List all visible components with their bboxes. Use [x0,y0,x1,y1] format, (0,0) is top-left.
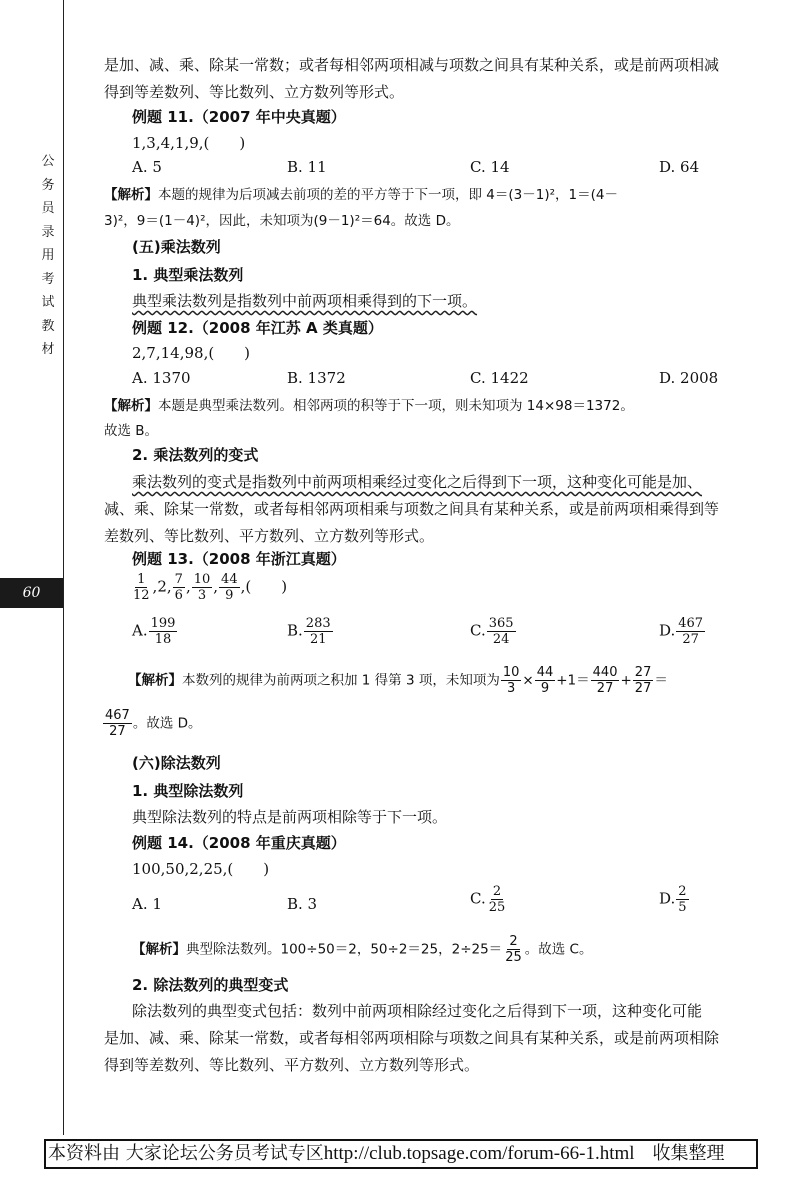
section-6-heading: (六)除法数列 [132,754,221,772]
footer-prefix: 本资料由 大家论坛公务员考试专区 [48,1143,324,1164]
section-5-sub2: 2. 乘法数列的变式 [132,446,259,464]
analysis-label: 【解析】 [104,187,158,203]
section-5-sub2-line-2: 减、乘、除某一常数，或者每相邻两项相乘与项数之间具有某种关系，或是前两项相乘得到等 [104,500,720,518]
ex13-title: 例题 13.（2008 年浙江真题） [132,550,346,568]
ex12-option-d: D. 2008 [659,369,719,387]
ex12-analysis-2: 故选 B。 [104,423,159,439]
sidebar-title-char: 录 [41,224,55,240]
footer-url-link[interactable]: http://club.topsage.com/forum-66-1.html [323,1143,635,1164]
ex11-analysis-2: 3)²，9＝(1－4)²，因此，未知项为(9－1)²＝64。故选 D。 [104,213,460,229]
ex11-analysis-1 [104,182,764,209]
ex12-sequence: 2,7,14,98,( ) [132,344,251,362]
section-6-sub1-text: 典型除法数列的特点是前两项相除等于下一项。 [132,808,448,826]
intro-line-1: 是加、减、乘、除某一常数；或者每相邻两项相减与项数之间具有某种关系，或是前两项相减 [104,56,720,74]
footer-banner [44,1139,758,1169]
section-6-sub2-line-1: 除法数列的典型变式包括：数列中前两项相除经过变化之后得到下一项，这种变化可能 [132,1002,703,1020]
ex14-title: 例题 14.（2008 年重庆真题） [132,834,346,852]
analysis-text: 本题的规律为后项减去前项的差的平方等于下一项，即 4＝(3－1)²，1＝(4－ [158,187,618,203]
ex14-option-b: B. 3 [287,895,318,913]
page-number: 60 [0,578,63,608]
ex14-option-a: A. 1 [132,895,162,913]
ex11-option-b: B. 11 [287,158,327,176]
ex14-option-d: D. $\frac{2}{5}$ [659,884,687,915]
section-6-sub2-line-2: 是加、减、乘、除某一常数，或者每相邻两项相除与项数之间具有某种关系，或是前两项相除 [104,1029,720,1047]
section-6-sub2: 2. 除法数列的典型变式 [132,976,289,994]
ex11-title: 例题 11.（2007 年中央真题） [132,108,346,126]
ex13-option-d: D. $\frac{467}{27}$ [659,616,704,647]
analysis-text: 本题是典型乘法数列。相邻两项的积等于下一项，则未知项为 14×98＝1372。 [158,398,634,414]
section-5-sub2-line-3: 差数列、等比数列、平方数列、立方数列等形式。 [104,527,435,545]
ex13-option-a: A. $\frac{199}{18}$ [132,616,176,647]
ex14-analysis: 【解析】典型除法数列。100÷50＝2，50÷2＝25，2÷25＝ $\frac{2}{25}$ 。故选 C。 [132,934,593,965]
analysis-label: 【解析】 [128,672,182,689]
sidebar-divider [63,0,64,1135]
sidebar-title-char: 教 [41,318,55,334]
section-5-sub2-line-1: 乘法数列的变式是指数列中前两项相乘经过变化之后得到下一项，这种变化可能是加、 [132,473,703,491]
ex12-option-c: C. 1422 [470,369,529,387]
ex13-option-c: C. $\frac{365}{24}$ [470,616,514,647]
section-5-sub1: 1. 典型乘法数列 [132,266,244,284]
sidebar-title-char: 考 [41,271,55,287]
sidebar-title-char: 务 [41,177,55,193]
ex14-sequence: 100,50,2,25,( ) [132,860,270,878]
section-6-sub2-line-3: 得到等差数列、等比数列、平方数列、立方数列等形式。 [104,1056,480,1074]
section-5-heading: (五)乘法数列 [132,238,221,256]
ex11-option-c: C. 14 [470,158,510,176]
ex13-sequence: $\frac{1}{12}$ ,2, $\frac{7}{6}$ , $\frac{10}{3}$ , $\frac{44}{9}$ ,( ) [133,572,288,603]
analysis-label: 【解析】 [132,941,186,958]
analysis-label: 【解析】 [104,398,158,414]
sidebar-title-char: 用 [41,248,55,263]
sidebar-title-char: 公 [41,154,55,169]
sidebar-title-char: 材 [41,342,55,357]
ex14-option-c: C. $\frac{2}{25}$ [470,884,506,915]
footer-suffix: 收集整理 [652,1143,725,1164]
fraction: $\frac{1}{12}$ [133,572,150,603]
ex11-option-a: A. 5 [132,158,162,176]
ex11-option-d: D. 64 [659,158,700,176]
section-6-sub1: 1. 典型除法数列 [132,782,244,800]
fraction: $\frac{10}{3}$ [193,572,211,603]
sidebar-title-char: 员 [41,201,55,216]
ex13-analysis-1: 【解析】本数列的规律为前两项之积加 1 得第 3 项，未知项为 $\frac{10}{3}$ × $\frac{44}{9}$ +1＝ $\frac{440}{27}$ + $\frac{27}{27}$ ＝ [128,665,668,696]
ex12-analysis-1 [104,393,764,420]
ex12-title: 例题 12.（2008 年江苏 A 类真题） [132,319,383,337]
ex13-analysis-2: $\frac{467}{27}$ 。故选 D。 [105,708,202,739]
intro-line-2: 得到等差数列、等比数列、立方数列等形式。 [104,83,405,101]
section-5-sub1-text: 典型乘法数列是指数列中前两项相乘得到的下一项。 [132,292,478,310]
fraction: $\frac{7}{6}$ [174,572,183,603]
ex12-option-a: A. 1370 [132,369,191,387]
ex13-option-b: B. $\frac{283}{21}$ [287,616,331,647]
ex11-sequence: 1,3,4,1,9,( ) [132,134,246,152]
fraction: $\frac{44}{9}$ [221,572,238,603]
ex12-option-b: B. 1372 [287,369,346,387]
sidebar-title-char: 试 [41,295,55,310]
